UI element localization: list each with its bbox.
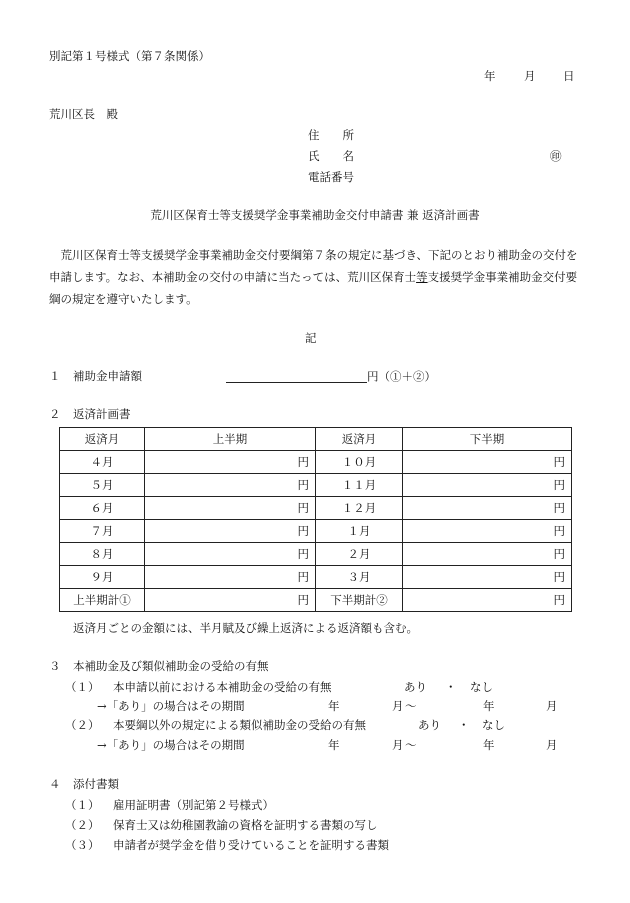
second-half-total-cell[interactable]: 円 xyxy=(403,589,572,612)
s3-item1-nashi[interactable]: なし xyxy=(470,680,493,694)
s3-item2-start-year: 年 xyxy=(328,738,340,752)
date-year-label: 年 xyxy=(484,69,496,83)
month-cell: ６月 xyxy=(60,497,145,520)
s3-item2-start-month: 月 xyxy=(392,738,404,752)
s3-item1-end-year: 年 xyxy=(483,699,495,713)
first-half-total-cell[interactable]: 円 xyxy=(145,589,316,612)
header-month-first: 返済月 xyxy=(60,428,145,451)
amount-unit: 円（①＋②） xyxy=(367,369,436,384)
month-cell: ３月 xyxy=(316,566,403,589)
second-half-total-label: 下半期計② xyxy=(316,589,403,612)
phone-label: 電話番号 xyxy=(308,170,354,184)
s4-item1-text: 雇用証明書（別記第２号様式） xyxy=(113,798,274,812)
amount-cell[interactable]: 円 xyxy=(403,451,572,474)
amount-cell[interactable]: 円 xyxy=(145,497,316,520)
table-row xyxy=(60,451,572,474)
s3-item2-tilde: ～ xyxy=(405,738,417,752)
header-month-second: 返済月 xyxy=(316,428,403,451)
month-cell: １２月 xyxy=(316,497,403,520)
amount-cell[interactable]: 円 xyxy=(403,497,572,520)
month-cell: ７月 xyxy=(60,520,145,543)
header-second-half: 下半期 xyxy=(403,428,572,451)
table-row xyxy=(60,543,572,566)
s4-item1-number: （１） xyxy=(65,798,100,812)
section2-label: 返済計画書 xyxy=(73,407,131,421)
s3-item1-tilde: ～ xyxy=(405,699,417,713)
month-cell: ８月 xyxy=(60,543,145,566)
s3-item1-ari[interactable]: あり xyxy=(404,680,427,694)
table-row xyxy=(60,497,572,520)
intro-part2: 支援奨学金事業補助金交付要綱の規定を遵守いたします。 xyxy=(49,270,578,306)
s3-item2-ari[interactable]: あり xyxy=(418,718,441,732)
s3-item1-end-month: 月 xyxy=(546,699,558,713)
intro-paragraph xyxy=(49,244,581,310)
section3-number: ３ xyxy=(49,659,61,673)
amount-cell[interactable]: 円 xyxy=(403,566,572,589)
s4-item3-number: （３） xyxy=(65,838,100,852)
ki-heading: 記 xyxy=(305,331,317,345)
name-label: 氏 名 xyxy=(308,149,354,163)
amount-cell[interactable]: 円 xyxy=(145,543,316,566)
s3-item1-text: 本申請以前における本補助金の受給の有無 xyxy=(113,680,332,694)
table-row xyxy=(60,520,572,543)
table-row xyxy=(60,566,572,589)
amount-cell[interactable]: 円 xyxy=(145,451,316,474)
repayment-table xyxy=(59,427,572,612)
s3-item2-number: （２） xyxy=(65,718,100,732)
header-first-half: 上半期 xyxy=(145,428,316,451)
first-half-total-label: 上半期計① xyxy=(60,589,145,612)
amount-cell[interactable]: 円 xyxy=(403,474,572,497)
s3-item2-end-month: 月 xyxy=(546,738,558,752)
s3-item1-number: （１） xyxy=(65,680,100,694)
amount-field[interactable] xyxy=(226,369,436,383)
s4-item3-text: 申請者が奨学金を借り受けていることを証明する書類 xyxy=(113,838,389,852)
section2-number: ２ xyxy=(49,407,61,421)
month-cell: ５月 xyxy=(60,474,145,497)
amount-cell[interactable]: 円 xyxy=(403,543,572,566)
s3-item2-period-text: →「あり」の場合はその期間 xyxy=(97,738,245,752)
address-label: 住 所 xyxy=(308,128,354,142)
addressee: 荒川区長 殿 xyxy=(49,107,118,121)
date-day-label: 日 xyxy=(563,69,575,83)
section1-label: 補助金申請額 xyxy=(73,369,142,383)
section4-number: ４ xyxy=(49,777,61,791)
table-note: 返済月ごとの金額には、半月賦及び繰上返済による返済額も含む。 xyxy=(73,621,418,635)
month-cell: １１月 xyxy=(316,474,403,497)
amount-cell[interactable]: 円 xyxy=(145,566,316,589)
section4-label: 添付書類 xyxy=(73,777,119,791)
month-cell: ４月 xyxy=(60,451,145,474)
document-title: 荒川区保育士等支援奨学金事業補助金交付申請書 兼 返済計画書 xyxy=(150,208,480,222)
table-total-row xyxy=(60,589,572,612)
intro-underlined: 等 xyxy=(416,270,428,284)
s3-item2-text: 本要綱以外の規定による類似補助金の受給の有無 xyxy=(113,718,366,732)
s4-item2-text: 保育士又は幼稚園教諭の資格を証明する書類の写し xyxy=(113,818,378,832)
s3-item2-nashi[interactable]: なし xyxy=(482,718,505,732)
month-cell: １月 xyxy=(316,520,403,543)
amount-cell[interactable]: 円 xyxy=(145,474,316,497)
s4-item2-number: （２） xyxy=(65,818,100,832)
month-cell: ９月 xyxy=(60,566,145,589)
s3-item1-start-year: 年 xyxy=(328,699,340,713)
date-month-label: 月 xyxy=(524,69,536,83)
amount-cell[interactable]: 円 xyxy=(145,520,316,543)
s3-item2-end-year: 年 xyxy=(483,738,495,752)
s3-item2-dot: ・ xyxy=(458,718,470,732)
section1-number: １ xyxy=(49,369,61,383)
month-cell: ２月 xyxy=(316,543,403,566)
s3-item1-dot: ・ xyxy=(445,680,457,694)
form-label: 別記第１号様式（第７条関係） xyxy=(49,49,210,63)
s3-item1-start-month: 月 xyxy=(392,699,404,713)
s3-item1-period-text: →「あり」の場合はその期間 xyxy=(97,699,245,713)
amount-cell[interactable]: 円 xyxy=(403,520,572,543)
table-header-row xyxy=(60,428,572,451)
table-row xyxy=(60,474,572,497)
month-cell: １０月 xyxy=(316,451,403,474)
seal-mark: ㊞ xyxy=(550,149,562,163)
section3-label: 本補助金及び類似補助金の受給の有無 xyxy=(73,659,269,673)
intro-part1: 荒川区保育士等支援奨学金事業補助金交付要綱第７条の規定に基づき、下記のとおり補助金の交付を申請します。なお、本補助金の交付の申請に当たっては、荒川区保育士 xyxy=(49,248,578,284)
